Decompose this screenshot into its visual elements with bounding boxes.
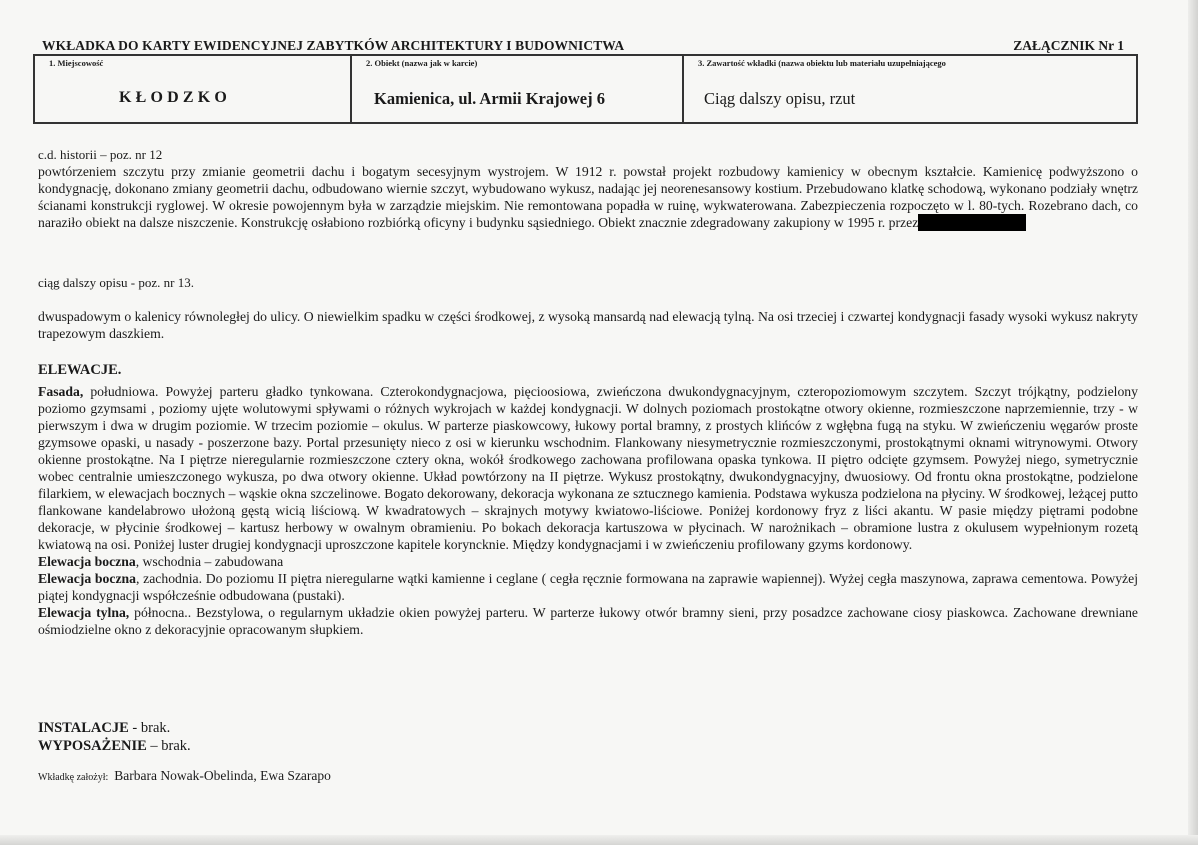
- locality-value: KŁODZKO: [119, 89, 232, 106]
- installations-text: - brak.: [128, 720, 171, 736]
- facade-text: południowa. Powyżej parteru gładko tynkowana. Czterokondygnacjowa, pięcioosiowa, zwieńczona dwukondygnacyjnym, czteropoziomowym szczytem. Szczyt trójkątny, podzielony poziomo gzymsami , poziomy ujęte wolutowymi spływami o różnych wykrojach w każdej kondygnacji. W dolnych poziomach prostokątne otwory okienne, rozmieszczone naprzemiennie, trzy - w pierwszym i dwa w drugim poziomie. W trzecim poziomie – okulus. W parterze piaskowcowy, łukowy portal bramny, z prostych klińców z wgłębna fugą na styku. W zwieńczeniu węgarów proste gzymsowe opaski, u nasady - poszerzone bazy. Portal przesunięty nieco z osi w kierunku wschodnim. Flankowany niesymetrycznie rozmieszczonymi, prostokątnymi oknami witrynowymi. Otwory okienne prostokątne. Na I piętrze nieregularnie rozmieszczone cztery okna, wokół środkowego zachowana profilowana opaska tynkowa. II piętro odcięte gzymsem. Powyżej niego, symetrycznie wobec centralnie umieszczonego wykusza, po dwa otwory okienne. Układ powtórzony na II piętrze. Wykusz prostokątny, dwukondygnacyjny, dwuosiowy. Od frontu okna prostokątne, podzielone filarkiem, w elewacjach bocznych – wąskie okna szczelinowe. Bogato dekorowany, dekoracja wykonana ze sztucznego kamienia. Podstawa wykusza podzielona na płyciny. W środkowej, leżącej putto flankowane kandelabrowo ułożoną gęstą wicią liściową. W kwadratowych – skrajnych motywy kwiatowo-liściowe. Poniżej kordonowy fryz z liści akantu. W pasie między piętrami podobne dekoracje, w płycinie środkowej – kartusz herbowy w owalnym obramieniu. Po bokach dekoracja kartuszowa w płycinach. W narożnikach – obramione lustra z okulusem wypełnionym rozetą kwiatową na osi. Poniżej luster drugiej kondygnacji uproszczone kapitele koryncknie. Między kondygnacjami i w zwieńczeniu profilowany gzyms kordonowy.: [38, 384, 1138, 552]
- facade-heading: Fasada,: [38, 384, 84, 399]
- rear-elevation-heading: Elewacja tylna,: [38, 605, 130, 620]
- page-edge-shadow: [0, 835, 1198, 845]
- equipment-line: [38, 737, 191, 755]
- description-paragraph: dwuspadowym o kalenicy równoległej do ulicy. O niewielkim spadku w części środkowej, z wysoką mansardą nad elewacją tylną. Na osi trzeciej i czwartej kondygnacji fasady wysoki wykusz nakryty trapezowym daszkiem.: [38, 309, 1138, 341]
- locality-cell: [35, 56, 352, 122]
- insert-content-label: 3. Zawartość wkładki (nazwa obiektu lub materiału uzupełniającego: [698, 58, 946, 68]
- history-paragraph: [38, 163, 1138, 231]
- description-heading: ciąg dalszy opisu - poz. nr 13.: [38, 275, 194, 290]
- annex-number: ZAŁĄCZNIK Nr 1: [1013, 38, 1124, 53]
- object-value: Kamienica, ul. Armii Krajowej 6: [374, 89, 605, 108]
- author-label: Wkładkę założył:: [38, 772, 109, 783]
- page-edge-shadow: [1188, 0, 1198, 845]
- east-elevation-heading: Elewacja boczna: [38, 554, 136, 569]
- west-elevation-heading: Elewacja boczna: [38, 571, 136, 586]
- object-cell: [352, 56, 684, 122]
- east-elevation-text: , wschodnia – zabudowana: [135, 554, 284, 569]
- installations-line: [38, 719, 170, 737]
- author-names: Barbara Nowak-Obelinda, Ewa Szarapo: [114, 768, 331, 783]
- insert-content-cell: [684, 56, 1136, 122]
- locality-label: 1. Miejscowość: [49, 58, 104, 68]
- west-elevation-text: , zachodnia. Do poziomu II piętra nieregularne wątki kamienne i ceglane ( cegła ręcznie formowana na zaprawie wapiennej). Wyżej cegła maszynowa, zaprawa cementowa. Powyżej piątej kondygnacji współcześnie odbudowana (pustaki).: [38, 571, 1139, 603]
- rear-elevation-text: północna.. Bezstylowa, o regularnym układzie okien powyżej parteru. W parterze łukowy otwór bramny sieni, przy posadzce zachowane ciosy piaskowca. Zachowane drewniane ośmiodzielne okno z dekoracyjnie opracowanym słupkiem.: [38, 605, 1138, 637]
- header-form-table: [33, 54, 1138, 124]
- document-title: WKŁADKA DO KARTY EWIDENCYJNEJ ZABYTKÓW ARCHITEKTURY I BUDOWNICTWA: [42, 38, 625, 53]
- equipment-text: – brak.: [146, 738, 191, 754]
- object-label: 2. Obiekt (nazwa jak w karcie): [366, 58, 478, 68]
- equipment-heading: WYPOSAŻENIE: [38, 738, 147, 754]
- history-text: powtórzeniem szczytu przy zmianie geometrii dachu i bogatym secesyjnym wystrojem. W 1912 r. powstał projekt rozbudowy kamienicy w obecnym kształcie. Kamienicę podwyższono o kondygnację, dokonano zmiany geometrii dachu, odbudowano wiernie szczyt, wybudowano wykusz, nadając jej neorenesansowy kostium. Przebudowano klatkę schodową, wykonano podziały wnętrz ścianami konstrukcji ryglowej. W okresie powojennym była w zarządzie miejskim. Nie remontowana popadła w ruinę, wykwaterowana. Zabezpieczenia rozpoczęto w l. 80-tych. Rozebrano dach, co naraziło obiekt na dalsze niszczenie. Konstrukcję osłabiono rozbiórką oficyny i budynku sąsiedniego. Obiekt znacznie zdegradowany zakupiony w 1995 r. przez: [38, 164, 1138, 230]
- author-line: [38, 768, 331, 784]
- elevations-text: [38, 383, 1138, 638]
- history-heading: c.d. historii – poz. nr 12: [38, 147, 163, 162]
- elevations-title: ELEWACJE.: [38, 362, 122, 378]
- installations-heading: INSTALACJE: [38, 720, 129, 736]
- redacted-name-block: [918, 214, 1026, 231]
- insert-content-value: Ciąg dalszy opisu, rzut: [704, 89, 856, 108]
